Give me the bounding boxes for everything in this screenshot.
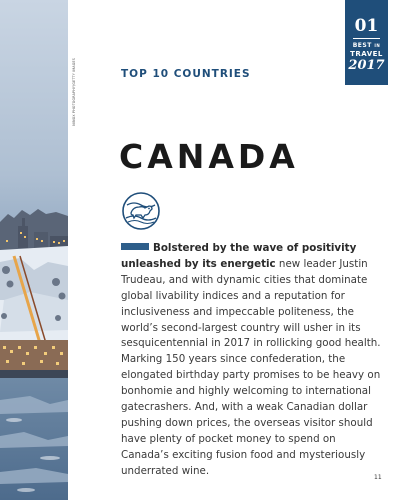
cover-photo — [0, 0, 68, 500]
badge-number: 01 — [354, 16, 379, 36]
badge-in: IN — [374, 43, 381, 48]
badge-line-best — [345, 42, 388, 49]
badge-line-travel: TRAVEL — [350, 50, 383, 58]
page-title: CANADA — [119, 137, 299, 176]
badge-divider — [353, 38, 380, 39]
badge-best: BEST — [352, 42, 372, 49]
article-body — [121, 241, 383, 480]
winter-city-photo — [0, 0, 68, 500]
lead-sentence: Bolstered by the wave of positivity unleashed by its energetic — [121, 242, 357, 270]
badge-year: 2017 — [348, 58, 385, 73]
body-text: new leader Justin Trudeau, and with dynamic cities that dominate global livability indices and a reputation for inclusiveness and impeccable politeness, the world’s second-largest country will usher in its sesquicentennial in 2017 in rollicking good health. Marking 150 years since confederation, the elongated birthday party promises to be heavy on bonhomie and highly welcoming to international gatecrashers. And, with a weak Canadian dollar pushing down prices, the overseas visitor should have plenty of pocket money to spend on Canada’s exciting fusion food and mysteriously underrated wine. — [121, 257, 381, 477]
photo-credit: NINOX PHOTOGRAPHY/GETTY IMAGES — [72, 58, 76, 126]
best-in-travel-badge — [345, 0, 388, 85]
page-number: 11 — [374, 474, 382, 481]
section-label: TOP 10 COUNTRIES — [121, 68, 251, 80]
bear-emblem-icon — [121, 191, 161, 235]
lead-marker — [121, 243, 149, 250]
